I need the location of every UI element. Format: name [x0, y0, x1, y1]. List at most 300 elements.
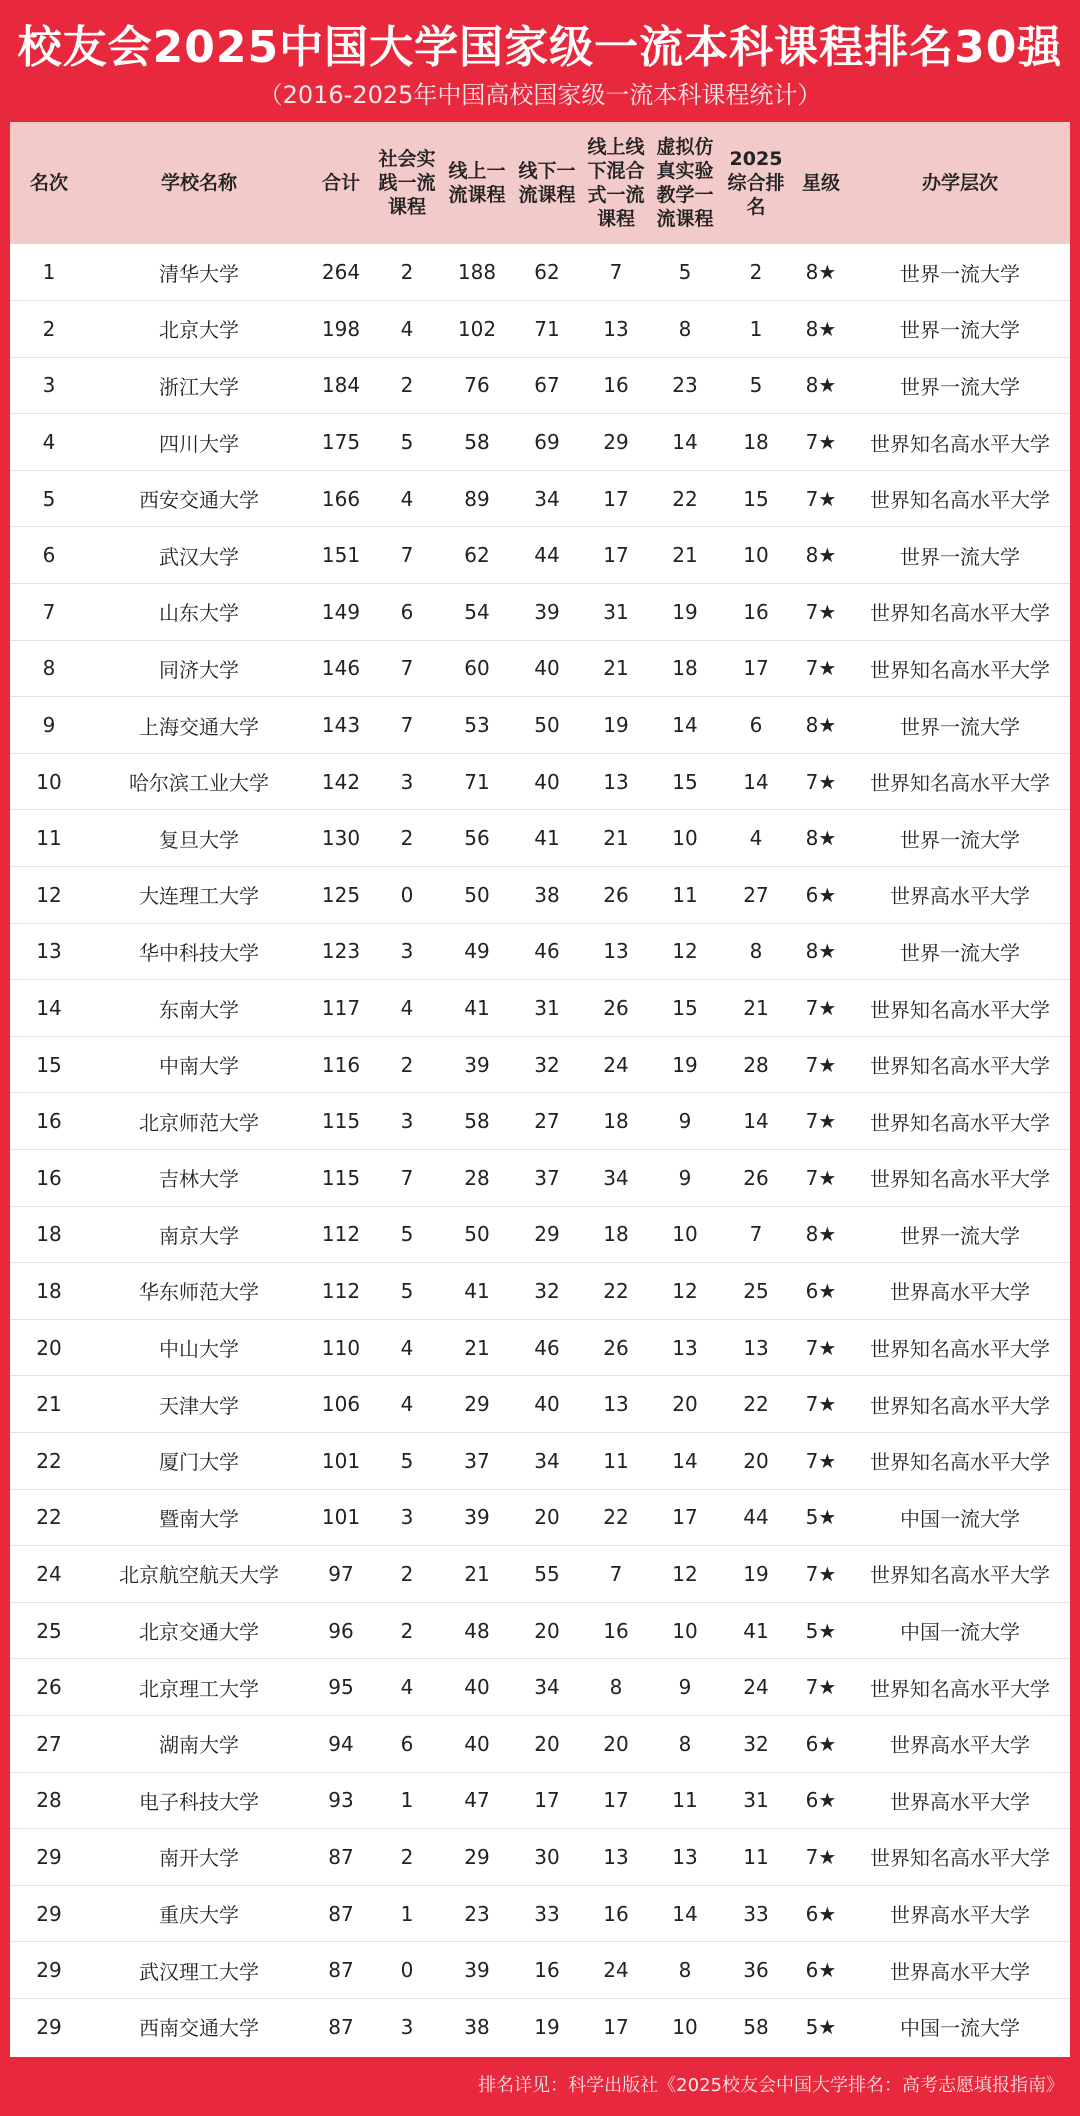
- cell-online: 39: [442, 1942, 512, 1999]
- cell-online: 102: [442, 301, 512, 358]
- cell-level: 世界一流大学: [850, 527, 1070, 584]
- cell-level: 世界知名高水平大学: [850, 1546, 1070, 1603]
- cell-overall-rank: 2: [720, 244, 792, 301]
- cell-rank: 24: [10, 1546, 88, 1603]
- cell-virtual-sim: 20: [650, 1376, 720, 1433]
- cell-online: 37: [442, 1432, 512, 1489]
- cell-total: 151: [310, 527, 372, 584]
- cell-social-practice: 2: [372, 244, 442, 301]
- cell-overall-rank: 8: [720, 923, 792, 980]
- cell-online: 62: [442, 527, 512, 584]
- cell-online: 54: [442, 584, 512, 641]
- cell-school-name: 中南大学: [88, 1036, 310, 1093]
- cell-stars: 7★: [792, 1150, 850, 1207]
- cell-virtual-sim: 23: [650, 357, 720, 414]
- cell-level: 世界知名高水平大学: [850, 1319, 1070, 1376]
- cell-online: 39: [442, 1036, 512, 1093]
- cell-online: 29: [442, 1376, 512, 1433]
- cell-stars: 7★: [792, 584, 850, 641]
- cell-stars: 7★: [792, 470, 850, 527]
- cell-overall-rank: 41: [720, 1602, 792, 1659]
- table-row: [10, 1206, 1070, 1263]
- cell-level: 世界知名高水平大学: [850, 584, 1070, 641]
- cell-offline: 33: [512, 1885, 582, 1942]
- cell-overall-rank: 14: [720, 753, 792, 810]
- cell-school-name: 北京师范大学: [88, 1093, 310, 1150]
- cell-social-practice: 2: [372, 1602, 442, 1659]
- cell-rank: 15: [10, 1036, 88, 1093]
- cell-total: 123: [310, 923, 372, 980]
- cell-school-name: 北京理工大学: [88, 1659, 310, 1716]
- cell-social-practice: 5: [372, 1263, 442, 1320]
- table-row: [10, 1489, 1070, 1546]
- cell-offline: 34: [512, 1659, 582, 1716]
- cell-offline: 20: [512, 1489, 582, 1546]
- cell-total: 101: [310, 1489, 372, 1546]
- cell-total: 97: [310, 1546, 372, 1603]
- cell-school-name: 东南大学: [88, 980, 310, 1037]
- cell-social-practice: 3: [372, 753, 442, 810]
- cell-offline: 46: [512, 923, 582, 980]
- cell-rank: 18: [10, 1206, 88, 1263]
- cell-stars: 6★: [792, 867, 850, 924]
- cell-offline: 55: [512, 1546, 582, 1603]
- header-level: 办学层次: [921, 172, 998, 194]
- cell-total: 184: [310, 357, 372, 414]
- table-row: [10, 414, 1070, 471]
- cell-stars: 7★: [792, 414, 850, 471]
- cell-stars: 7★: [792, 1546, 850, 1603]
- cell-total: 110: [310, 1319, 372, 1376]
- cell-total: 166: [310, 470, 372, 527]
- cell-virtual-sim: 17: [650, 1489, 720, 1546]
- cell-social-practice: 7: [372, 640, 442, 697]
- cell-overall-rank: 22: [720, 1376, 792, 1433]
- cell-overall-rank: 20: [720, 1432, 792, 1489]
- cell-social-practice: 1: [372, 1772, 442, 1829]
- cell-stars: 7★: [792, 1319, 850, 1376]
- cell-offline: 40: [512, 753, 582, 810]
- cell-level: 世界知名高水平大学: [850, 980, 1070, 1037]
- cell-blended: 22: [582, 1263, 650, 1320]
- cell-offline: 50: [512, 697, 582, 754]
- cell-stars: 8★: [792, 357, 850, 414]
- cell-online: 188: [442, 244, 512, 301]
- cell-virtual-sim: 10: [650, 1206, 720, 1263]
- cell-stars: 6★: [792, 1715, 850, 1772]
- cell-blended: 21: [582, 810, 650, 867]
- cell-level: 世界知名高水平大学: [850, 414, 1070, 471]
- table-row: [10, 357, 1070, 414]
- cell-online: 60: [442, 640, 512, 697]
- cell-rank: 29: [10, 1829, 88, 1886]
- cell-offline: 32: [512, 1036, 582, 1093]
- cell-total: 87: [310, 1829, 372, 1886]
- cell-online: 29: [442, 1829, 512, 1886]
- table-row: [10, 1942, 1070, 1999]
- cell-social-practice: 5: [372, 414, 442, 471]
- cell-virtual-sim: 11: [650, 867, 720, 924]
- cell-social-practice: 6: [372, 584, 442, 641]
- cell-online: 58: [442, 414, 512, 471]
- header-overall-rank-2025: 2025综合排名: [727, 148, 785, 218]
- cell-blended: 21: [582, 640, 650, 697]
- cell-level: 世界一流大学: [850, 697, 1070, 754]
- cell-blended: 16: [582, 1602, 650, 1659]
- table-row: [10, 1772, 1070, 1829]
- table-row: [10, 301, 1070, 358]
- table-header-row: [10, 122, 1070, 244]
- cell-blended: 17: [582, 527, 650, 584]
- cell-online: 76: [442, 357, 512, 414]
- cell-school-name: 大连理工大学: [88, 867, 310, 924]
- cell-school-name: 上海交通大学: [88, 697, 310, 754]
- cell-offline: 29: [512, 1206, 582, 1263]
- cell-online: 23: [442, 1885, 512, 1942]
- cell-school-name: 中山大学: [88, 1319, 310, 1376]
- cell-overall-rank: 18: [720, 414, 792, 471]
- cell-blended: 24: [582, 1942, 650, 1999]
- table-row: [10, 640, 1070, 697]
- cell-level: 世界知名高水平大学: [850, 1150, 1070, 1207]
- cell-virtual-sim: 14: [650, 414, 720, 471]
- table-body: [10, 244, 1070, 2055]
- cell-offline: 30: [512, 1829, 582, 1886]
- cell-blended: 8: [582, 1659, 650, 1716]
- cell-overall-rank: 16: [720, 584, 792, 641]
- table-row: [10, 1376, 1070, 1433]
- table-row: [10, 584, 1070, 641]
- ranking-table-card: [10, 122, 1070, 2057]
- cell-offline: 34: [512, 470, 582, 527]
- cell-total: 117: [310, 980, 372, 1037]
- cell-offline: 19: [534, 2014, 560, 2039]
- cell-school-name: 暨南大学: [88, 1489, 310, 1546]
- cell-overall-rank: 17: [720, 640, 792, 697]
- cell-rank: 26: [10, 1659, 88, 1716]
- cell-blended: 11: [582, 1432, 650, 1489]
- cell-level: 世界知名高水平大学: [850, 1036, 1070, 1093]
- cell-social-practice: 7: [372, 527, 442, 584]
- table-row: [10, 1715, 1070, 1772]
- cell-rank: 29: [10, 1942, 88, 1999]
- cell-level: 中国一流大学: [900, 2016, 1020, 2041]
- cell-school-name: 西安交通大学: [88, 470, 310, 527]
- cell-total: 87: [310, 1885, 372, 1942]
- table-row: [10, 244, 1070, 301]
- cell-overall-rank: 13: [720, 1319, 792, 1376]
- cell-virtual-sim: 10: [672, 2014, 698, 2039]
- table-row: [10, 470, 1070, 527]
- cell-total: 96: [310, 1602, 372, 1659]
- cell-level: 世界高水平大学: [850, 1715, 1070, 1772]
- cell-rank: 8: [10, 640, 88, 697]
- cell-virtual-sim: 10: [650, 810, 720, 867]
- cell-level: 中国一流大学: [850, 1602, 1070, 1659]
- cell-social-practice: 7: [372, 697, 442, 754]
- cell-virtual-sim: 10: [650, 1602, 720, 1659]
- cell-blended: 26: [582, 980, 650, 1037]
- cell-total: 116: [310, 1036, 372, 1093]
- cell-stars: 7★: [792, 1432, 850, 1489]
- cell-blended: 13: [582, 301, 650, 358]
- cell-rank: 14: [10, 980, 88, 1037]
- cell-stars: 6★: [792, 1885, 850, 1942]
- cell-blended: 26: [582, 867, 650, 924]
- table-row: [10, 1602, 1070, 1659]
- cell-offline: 41: [512, 810, 582, 867]
- cell-level: 世界知名高水平大学: [850, 1659, 1070, 1716]
- cell-overall-rank: 58: [743, 2014, 769, 2039]
- cell-total: 87: [328, 2014, 354, 2039]
- cell-rank: 29: [10, 1885, 88, 1942]
- table-row: [10, 1319, 1070, 1376]
- cell-blended: 16: [582, 1885, 650, 1942]
- cell-blended: 17: [582, 1772, 650, 1829]
- cell-total: 115: [310, 1150, 372, 1207]
- cell-blended: 24: [582, 1036, 650, 1093]
- cell-stars: 7★: [792, 1829, 850, 1886]
- cell-social-practice: 4: [372, 1376, 442, 1433]
- cell-offline: 39: [512, 584, 582, 641]
- cell-blended: 13: [582, 1829, 650, 1886]
- cell-offline: 17: [512, 1772, 582, 1829]
- table-row: [10, 980, 1070, 1037]
- cell-rank: 6: [10, 527, 88, 584]
- cell-level: 世界知名高水平大学: [850, 1093, 1070, 1150]
- cell-virtual-sim: 12: [650, 1546, 720, 1603]
- cell-rank: 1: [10, 244, 88, 301]
- cell-school-name: 北京交通大学: [88, 1602, 310, 1659]
- cell-total: 94: [310, 1715, 372, 1772]
- cell-school-name: 吉林大学: [88, 1150, 310, 1207]
- cell-rank: 22: [10, 1432, 88, 1489]
- table-row: [10, 527, 1070, 584]
- cell-virtual-sim: 9: [650, 1150, 720, 1207]
- cell-virtual-sim: 19: [650, 584, 720, 641]
- cell-social-practice: 5: [372, 1206, 442, 1263]
- cell-rank: 12: [10, 867, 88, 924]
- cell-level: 世界知名高水平大学: [850, 1376, 1070, 1433]
- cell-overall-rank: 14: [720, 1093, 792, 1150]
- cell-offline: 32: [512, 1263, 582, 1320]
- cell-overall-rank: 5: [720, 357, 792, 414]
- cell-social-practice: 7: [372, 1150, 442, 1207]
- cell-online: 21: [442, 1319, 512, 1376]
- cell-overall-rank: 21: [720, 980, 792, 1037]
- cell-overall-rank: 31: [720, 1772, 792, 1829]
- cell-online: 40: [442, 1659, 512, 1716]
- cell-rank: 7: [10, 584, 88, 641]
- cell-offline: 71: [512, 301, 582, 358]
- table-row: [10, 1263, 1070, 1320]
- cell-blended: 34: [582, 1150, 650, 1207]
- cell-virtual-sim: 21: [650, 527, 720, 584]
- cell-rank: 5: [10, 470, 88, 527]
- cell-blended: 7: [582, 1546, 650, 1603]
- cell-rank: 21: [10, 1376, 88, 1433]
- cell-stars: 8★: [792, 923, 850, 980]
- cell-blended: 17: [582, 470, 650, 527]
- cell-virtual-sim: 9: [650, 1093, 720, 1150]
- cell-social-practice: 4: [372, 1319, 442, 1376]
- table-row: [10, 1432, 1070, 1489]
- cell-offline: 44: [512, 527, 582, 584]
- cell-offline: 27: [512, 1093, 582, 1150]
- cell-social-practice: 3: [372, 923, 442, 980]
- cell-virtual-sim: 14: [650, 1885, 720, 1942]
- cell-stars: 8★: [792, 697, 850, 754]
- cell-level: 世界高水平大学: [850, 1942, 1070, 1999]
- header-offline: 线下一流课程: [518, 160, 576, 206]
- cell-overall-rank: 26: [720, 1150, 792, 1207]
- cell-social-practice: 4: [372, 470, 442, 527]
- cell-school-name: 武汉大学: [88, 527, 310, 584]
- cell-school-name: 四川大学: [88, 414, 310, 471]
- cell-social-practice: 0: [372, 867, 442, 924]
- cell-school-name: 湖南大学: [88, 1715, 310, 1772]
- cell-social-practice: 3: [400, 2014, 414, 2039]
- cell-total: 130: [310, 810, 372, 867]
- cell-level: 世界一流大学: [850, 357, 1070, 414]
- cell-school-name: 重庆大学: [88, 1885, 310, 1942]
- cell-rank: 2: [10, 301, 88, 358]
- cell-school-name: 同济大学: [88, 640, 310, 697]
- cell-stars: 8★: [792, 1206, 850, 1263]
- table-row: [10, 1150, 1070, 1207]
- cell-online: 49: [442, 923, 512, 980]
- cell-blended: 13: [582, 923, 650, 980]
- cell-social-practice: 4: [372, 301, 442, 358]
- cell-stars: 6★: [792, 1772, 850, 1829]
- cell-blended: 20: [582, 1715, 650, 1772]
- cell-rank: 22: [10, 1489, 88, 1546]
- cell-rank: 11: [10, 810, 88, 867]
- cell-online: 47: [442, 1772, 512, 1829]
- cell-social-practice: 5: [372, 1432, 442, 1489]
- cell-rank: 25: [10, 1602, 88, 1659]
- cell-level: 世界高水平大学: [850, 1263, 1070, 1320]
- cell-school-name: 北京大学: [88, 301, 310, 358]
- cell-social-practice: 0: [372, 1942, 442, 1999]
- cell-total: 115: [310, 1093, 372, 1150]
- cell-offline: 16: [512, 1942, 582, 1999]
- cell-overall-rank: 15: [720, 470, 792, 527]
- cell-offline: 40: [512, 1376, 582, 1433]
- cell-total: 106: [310, 1376, 372, 1433]
- cell-stars: 6★: [792, 1942, 850, 1999]
- cell-rank: 16: [10, 1150, 88, 1207]
- cell-offline: 38: [512, 867, 582, 924]
- cell-online: 56: [442, 810, 512, 867]
- cell-blended: 29: [582, 414, 650, 471]
- cell-social-practice: 3: [372, 1093, 442, 1150]
- cell-rank: 13: [10, 923, 88, 980]
- cell-social-practice: 1: [372, 1885, 442, 1942]
- cell-online: 39: [442, 1489, 512, 1546]
- cell-online: 50: [442, 1206, 512, 1263]
- header-online: 线上一流课程: [448, 160, 506, 206]
- cell-online: 38: [464, 2014, 490, 2039]
- cell-offline: 31: [512, 980, 582, 1037]
- cell-blended: 18: [582, 1206, 650, 1263]
- cell-online: 48: [442, 1602, 512, 1659]
- page-subtitle: （2016-2025年中国高校国家级一流本科课程统计）: [258, 81, 822, 109]
- table-row: [10, 1998, 1070, 2055]
- cell-stars: 7★: [792, 980, 850, 1037]
- cell-blended: 19: [582, 697, 650, 754]
- cell-virtual-sim: 12: [650, 1263, 720, 1320]
- cell-virtual-sim: 19: [650, 1036, 720, 1093]
- cell-social-practice: 2: [372, 1829, 442, 1886]
- cell-social-practice: 2: [372, 357, 442, 414]
- cell-offline: 69: [512, 414, 582, 471]
- cell-school-name: 南开大学: [88, 1829, 310, 1886]
- cell-school-name: 复旦大学: [88, 810, 310, 867]
- page-title: 校友会2025中国大学国家级一流本科课程排名30强: [17, 22, 1063, 73]
- cell-rank: 29: [36, 2014, 62, 2039]
- cell-total: 175: [310, 414, 372, 471]
- cell-social-practice: 2: [372, 1036, 442, 1093]
- table-row: [10, 1546, 1070, 1603]
- cell-offline: 34: [512, 1432, 582, 1489]
- cell-virtual-sim: 8: [650, 1715, 720, 1772]
- cell-virtual-sim: 12: [650, 923, 720, 980]
- table-row: [10, 753, 1070, 810]
- cell-level: 世界一流大学: [850, 1206, 1070, 1263]
- cell-school-name: 浙江大学: [88, 357, 310, 414]
- cell-blended: 18: [582, 1093, 650, 1150]
- cell-overall-rank: 10: [720, 527, 792, 584]
- cell-stars: 8★: [792, 810, 850, 867]
- cell-stars: 5★: [792, 1602, 850, 1659]
- cell-rank: 3: [10, 357, 88, 414]
- table-row: [10, 1829, 1070, 1886]
- header-blended: 线上线下混合式一流课程: [587, 136, 645, 230]
- cell-stars: 8★: [792, 527, 850, 584]
- cell-school-name: 北京航空航天大学: [88, 1546, 310, 1603]
- cell-stars: 7★: [792, 753, 850, 810]
- cell-virtual-sim: 15: [650, 753, 720, 810]
- cell-blended: 31: [582, 584, 650, 641]
- cell-blended: 16: [582, 357, 650, 414]
- cell-overall-rank: 7: [720, 1206, 792, 1263]
- cell-school-name: 武汉理工大学: [88, 1942, 310, 1999]
- cell-overall-rank: 36: [720, 1942, 792, 1999]
- cell-total: 149: [310, 584, 372, 641]
- cell-level: 世界一流大学: [850, 301, 1070, 358]
- cell-overall-rank: 11: [720, 1829, 792, 1886]
- cell-total: 198: [310, 301, 372, 358]
- cell-overall-rank: 6: [720, 697, 792, 754]
- cell-overall-rank: 27: [720, 867, 792, 924]
- cell-virtual-sim: 18: [650, 640, 720, 697]
- cell-stars: 7★: [792, 1036, 850, 1093]
- cell-online: 21: [442, 1546, 512, 1603]
- table-row: [10, 1093, 1070, 1150]
- cell-blended: 22: [582, 1489, 650, 1546]
- cell-total: 264: [310, 244, 372, 301]
- cell-rank: 20: [10, 1319, 88, 1376]
- cell-stars: 7★: [792, 1376, 850, 1433]
- cell-total: 146: [310, 640, 372, 697]
- cell-online: 41: [442, 980, 512, 1037]
- cell-offline: 20: [512, 1602, 582, 1659]
- cell-offline: 37: [512, 1150, 582, 1207]
- cell-total: 101: [310, 1432, 372, 1489]
- header-virtual-sim: 虚拟仿真实验教学一流课程: [656, 136, 714, 230]
- table-row: [10, 1659, 1070, 1716]
